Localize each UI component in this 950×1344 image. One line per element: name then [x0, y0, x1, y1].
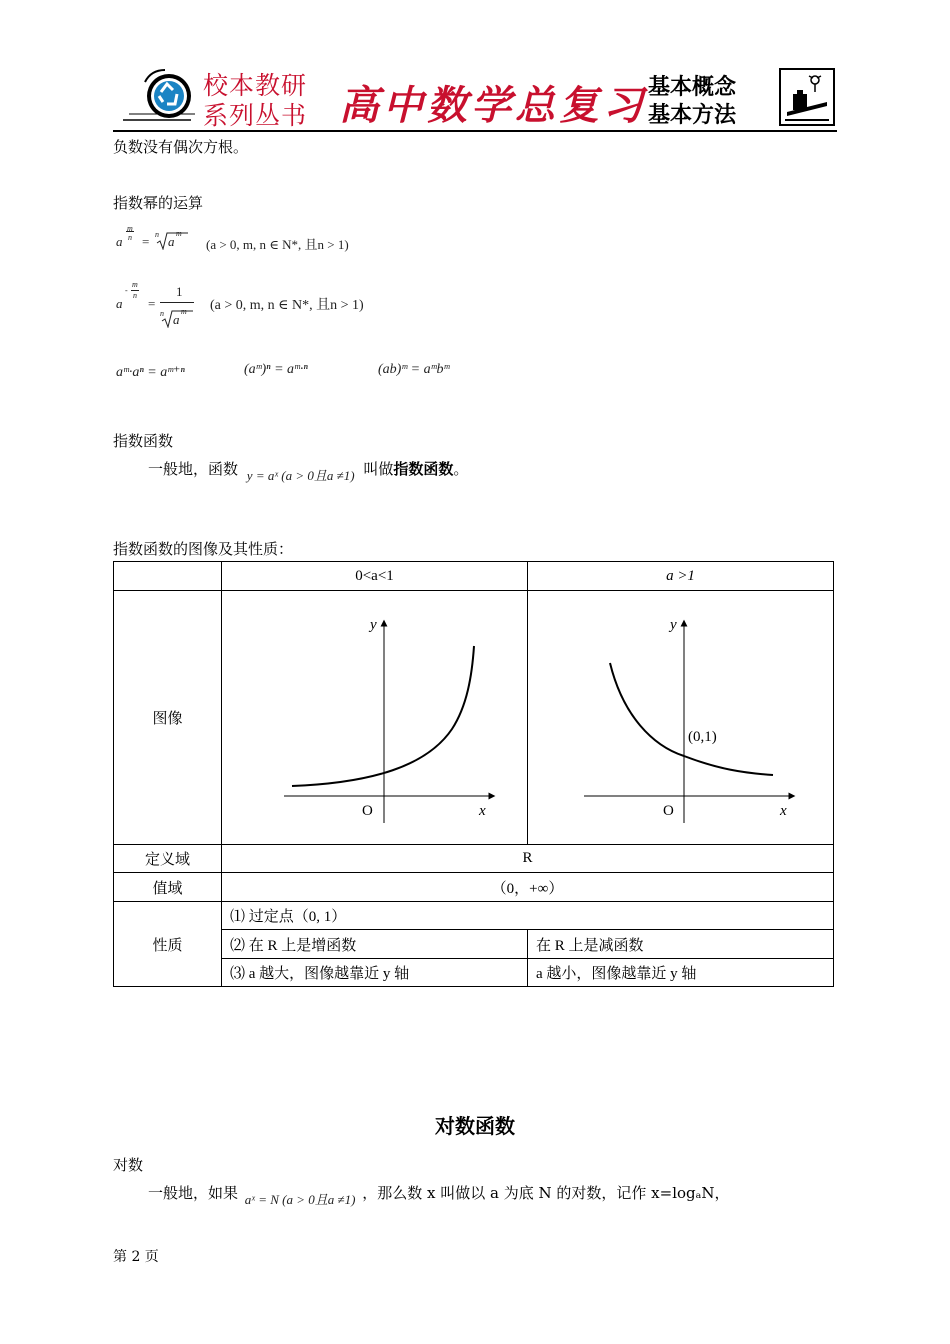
formula-rational-exponent: a m n = n a m [116, 226, 316, 256]
exp-def-prefix: 一般地，函数 [148, 460, 239, 478]
prop-monotonic-right: 在 R 上是减函数 [528, 930, 834, 959]
left-graph-x-label: x [479, 803, 486, 819]
page-number: 第 2 页 [113, 1249, 159, 1265]
table-row [114, 902, 834, 930]
right-graph-x-label: x [780, 803, 787, 819]
exp-func-definition [148, 458, 469, 483]
formula-product-power-rule: (ab)ᵐ = aᵐbᵐ [378, 362, 450, 377]
table-row [114, 562, 834, 591]
formula-negative-exponent: a - m n = 1 n a m [116, 280, 206, 330]
series-label-line1: 校本教研 [203, 71, 308, 100]
table-row [114, 845, 834, 873]
right-graph-point-label: (0,1) [688, 729, 717, 745]
graph-cell-right [528, 591, 834, 845]
formula-2-condition: (a > 0, m, n ∈ N*, 且n > 1) [210, 298, 364, 313]
table-heading: 指数函数的图像及其性质： [113, 540, 294, 558]
row-label-props: 性质 [114, 902, 222, 987]
recycle-cycle-icon [121, 64, 201, 130]
log-section-title: 对数函数 [435, 1114, 515, 1138]
log-def-formula: aˣ = N (a > 0且a ≠1) [244, 1192, 356, 1207]
prop-steepness-left: ⑶ a 越大，图像越靠近 y 轴 [222, 959, 528, 987]
exp-def-formula: y = aˣ (a > 0且a ≠1) [246, 468, 355, 483]
log-definition [148, 1182, 730, 1207]
exp-graph-decreasing [528, 591, 833, 844]
exp-def-keyword: 指数函数 [393, 460, 454, 478]
header-tag-line1: 基本概念 [648, 74, 737, 100]
prop-fixed-point: ⑴ 过定点（0, 1） [222, 902, 834, 930]
table-corner-cell [114, 562, 222, 591]
log-def-prefix: 一般地，如果 [148, 1184, 239, 1202]
table-row [114, 930, 834, 959]
table-row [114, 873, 834, 902]
prop-monotonic-left: ⑵ 在 R 上是增函数 [222, 930, 528, 959]
left-graph-origin: O [362, 803, 373, 819]
row-label-domain: 定义域 [114, 845, 222, 873]
row-label-graph: 图像 [114, 591, 222, 845]
row-label-range: 值域 [114, 873, 222, 902]
prop-steepness-right: a 越小，图像越靠近 y 轴 [528, 959, 834, 987]
intro-line: 负数没有偶次方根。 [113, 138, 249, 156]
left-graph-y-label: y [370, 617, 377, 633]
graph-cell-left [222, 591, 528, 845]
header-rule [113, 130, 837, 132]
exp-def-suffix-2: 。 [453, 460, 469, 478]
exp-def-suffix-1: 叫做 [363, 460, 394, 478]
section-heading-exp-func: 指数函数 [113, 432, 174, 450]
col-header-a-lt-1: 0<a<1 [222, 562, 528, 591]
formula-power-rule: (aᵐ)ⁿ = aᵐ·ⁿ [244, 362, 308, 377]
domain-value: R [222, 845, 834, 873]
formula-1-condition: (a > 0, m, n ∈ N*, 且n > 1) [206, 237, 349, 252]
right-graph-y-label: y [670, 617, 677, 633]
log-def-suffix: ，那么数 x 叫做以 a 为底 N 的对数，记作 x=logₐN， [362, 1184, 730, 1202]
construction-crane-icon [779, 68, 835, 126]
table-row [114, 959, 834, 987]
page-header [113, 62, 837, 134]
exp-properties-table [113, 561, 834, 987]
formula-product-rule: aᵐ·aⁿ = aᵐ⁺ⁿ [116, 365, 185, 380]
table-row [114, 591, 834, 845]
series-label-line2: 系列丛书 [203, 101, 308, 130]
header-title: 高中数学总复习 [339, 82, 647, 129]
log-subheading: 对数 [113, 1156, 144, 1174]
right-graph-origin: O [663, 803, 674, 819]
section-heading-power-ops: 指数幂的运算 [113, 194, 204, 212]
header-tag-line2: 基本方法 [648, 102, 737, 128]
range-value: （0，+∞） [222, 873, 834, 902]
col-header-a-gt-1: a >1 [528, 562, 834, 591]
